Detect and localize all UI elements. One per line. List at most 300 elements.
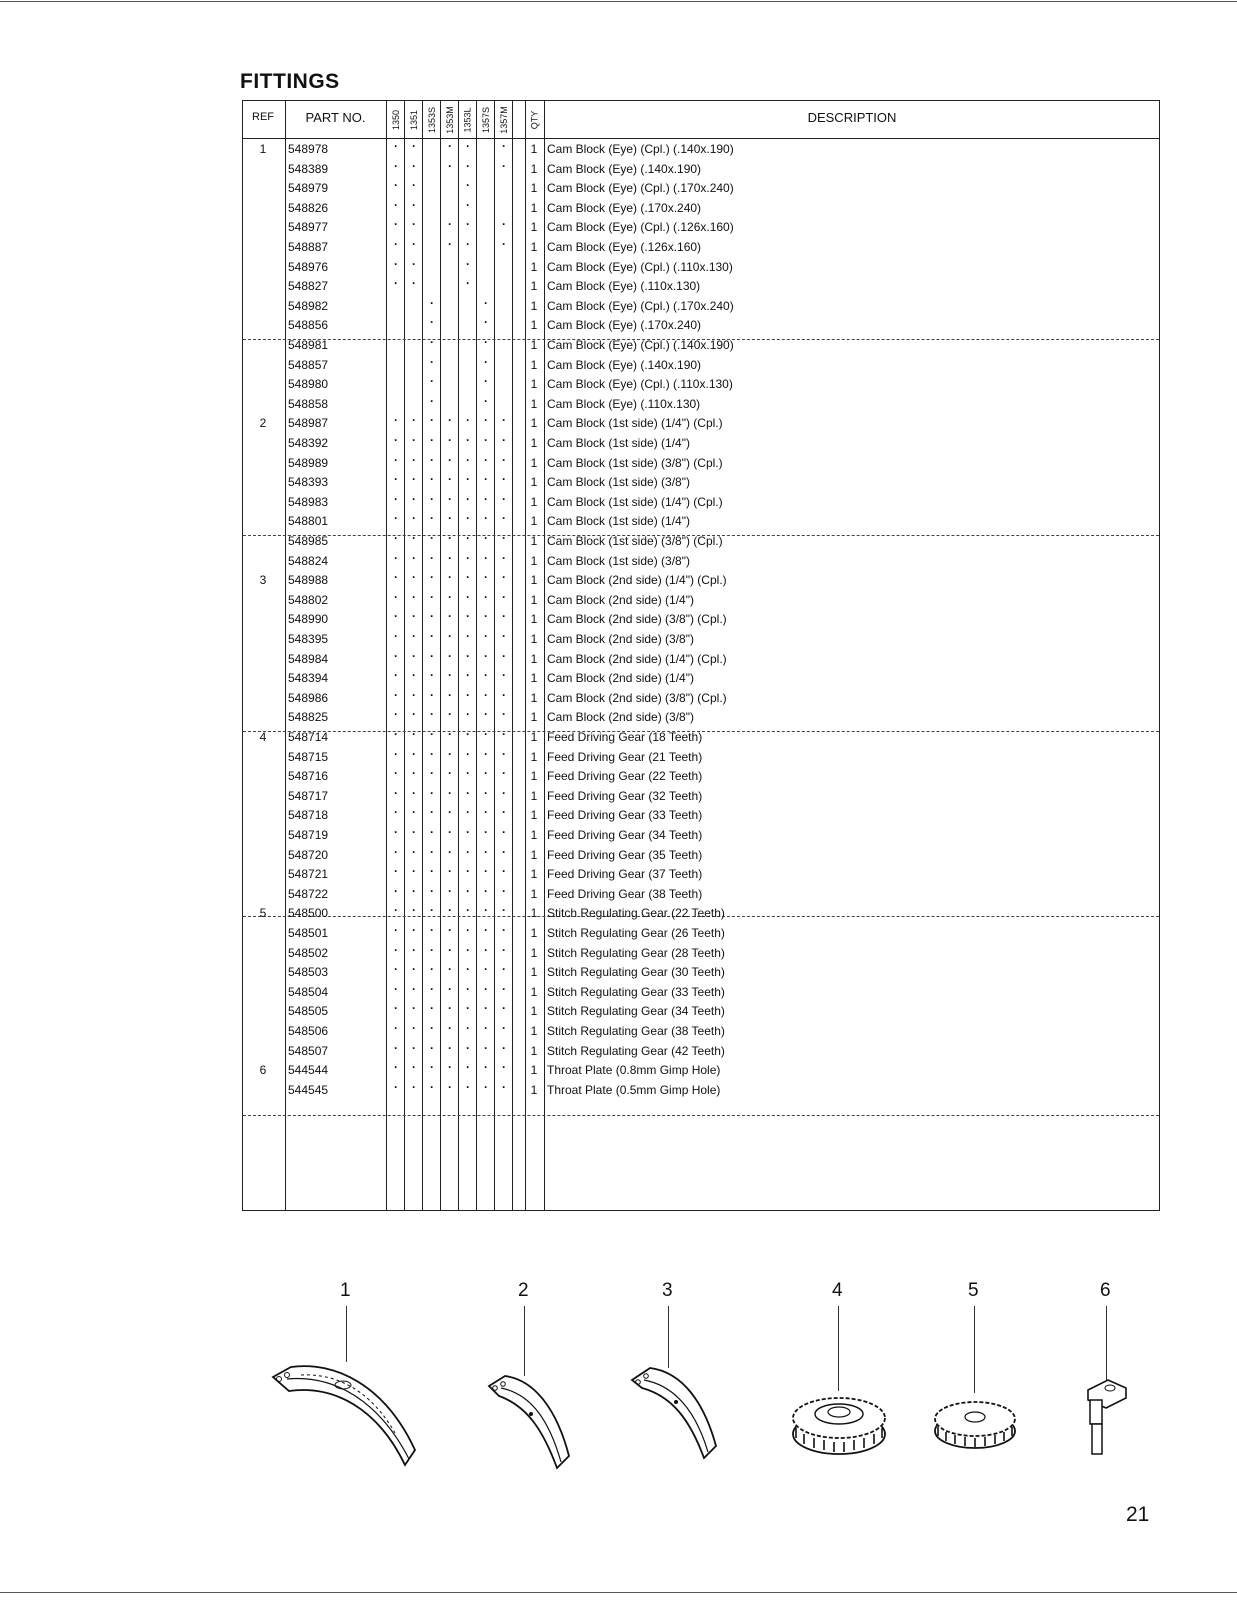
model-applicability-mark: · [394,942,398,957]
table-row [243,884,1159,903]
model-applicability-mark: · [394,256,398,271]
model-applicability-mark: · [412,981,416,996]
model-applicability-mark: · [448,413,452,428]
model-applicability-mark: · [484,1021,488,1035]
model-applicability-mark: · [466,962,470,977]
model-applicability-mark: · [394,609,398,624]
model-applicability-mark: · [448,1079,452,1094]
description-cell: Stitch Regulating Gear (42 Teeth) [547,1043,725,1058]
model-applicability-mark: · [466,570,470,585]
ref-cell: 4 [259,730,267,744]
model-applicability-mark: · [430,1040,434,1055]
description-cell: Throat Plate (0.8mm Gimp Hole) [547,1063,721,1078]
model-applicability-mark: · [466,531,470,545]
model-applicability-mark: · [448,864,452,879]
model-applicability-mark: · [430,825,434,839]
model-applicability-mark: · [484,609,488,624]
model-applicability-mark: · [412,433,416,447]
model-applicability-mark: · [394,805,398,820]
model-applicability-mark: · [394,158,398,173]
model-applicability-mark: · [502,413,506,428]
model-applicability-mark: · [412,1060,416,1075]
model-applicability-mark: · [448,766,452,781]
model-applicability-mark: · [466,511,470,526]
table-row [243,511,1159,530]
model-applicability-mark: · [394,570,398,585]
model-applicability-mark: · [448,785,452,800]
description-cell: Cam Block (Eye) (.126x.160) [547,240,702,254]
description-cell: Cam Block (Eye) (.170x.240) [547,200,702,215]
model-applicability-mark: · [484,981,488,996]
qty-cell: 1 [530,377,538,392]
qty-cell: 1 [530,828,538,842]
model-applicability-mark: · [466,197,470,212]
model-applicability-mark: · [394,844,398,859]
table-row [243,198,1159,217]
description-cell: Stitch Regulating Gear (30 Teeth) [547,965,725,980]
model-applicability-mark: · [448,1021,452,1035]
model-applicability-mark: · [484,844,488,859]
model-applicability-mark: · [502,629,506,643]
model-applicability-mark: · [484,511,488,526]
model-applicability-mark: · [430,354,434,369]
description-cell: Stitch Regulating Gear (22 Teeth) [547,906,725,921]
model-applicability-mark: · [430,727,434,741]
table-row [243,492,1159,511]
model-applicability-mark: · [484,746,488,761]
model-applicability-mark: · [484,883,488,898]
header-model-1353l: 1353L [463,107,473,133]
model-applicability-mark: · [412,962,416,977]
ref-cell: 6 [259,1063,267,1078]
description-cell: Feed Driving Gear (35 Teeth) [547,847,703,862]
model-applicability-mark: · [502,727,506,741]
part-number-cell: 548825 [288,710,329,725]
leader-line [974,1306,975,1393]
model-applicability-mark: · [412,531,416,545]
model-applicability-mark: · [502,570,506,585]
model-applicability-mark: · [412,942,416,957]
model-applicability-mark: · [484,1060,488,1075]
parts-table [242,100,1160,1211]
model-applicability-mark: · [430,923,434,937]
model-applicability-mark: · [502,433,506,447]
model-applicability-mark: · [466,472,470,487]
qty-cell: 1 [530,1043,538,1058]
part-number-cell: 544544 [288,1063,329,1078]
part-number-cell: 548714 [288,730,329,744]
description-cell: Cam Block (Eye) (Cpl.) (.110x.130) [547,377,733,392]
qty-cell: 1 [530,632,538,646]
description-cell: Cam Block (1st side) (3/8") [547,553,690,568]
model-applicability-mark: · [484,785,488,800]
description-cell: Cam Block (1st side) (3/8") [547,475,690,490]
model-applicability-mark: · [466,178,470,193]
table-row [243,923,1159,942]
model-applicability-mark: · [412,550,416,565]
model-applicability-mark: · [412,903,416,918]
qty-cell: 1 [530,475,538,490]
description-cell: Cam Block (2nd side) (1/4") (Cpl.) [547,651,727,666]
qty-cell: 1 [530,259,538,274]
model-applicability-mark: · [430,570,434,585]
table-row [243,903,1159,922]
model-applicability-mark: · [394,511,398,526]
model-applicability-mark: · [394,903,398,918]
model-applicability-mark: · [502,746,506,761]
description-cell: Cam Block (Eye) (Cpl.) (.126x.160) [547,220,734,235]
model-applicability-mark: · [448,727,452,741]
qty-cell: 1 [530,730,538,744]
part-number-cell: 548507 [288,1043,329,1058]
model-applicability-mark: · [484,491,488,506]
model-applicability-mark: · [466,217,470,232]
model-applicability-mark: · [448,923,452,937]
model-applicability-mark: · [394,981,398,996]
description-cell: Feed Driving Gear (21 Teeth) [547,749,703,764]
part-number-cell: 548984 [288,651,329,666]
model-applicability-mark: · [466,589,470,604]
model-applicability-mark: · [502,589,506,604]
qty-cell: 1 [530,1082,538,1097]
model-applicability-mark: · [448,491,452,506]
model-applicability-mark: · [430,491,434,506]
model-applicability-mark: · [448,531,452,545]
qty-cell: 1 [530,534,538,548]
part-number-cell: 548502 [288,945,329,960]
model-applicability-mark: · [484,668,488,683]
table-row [243,217,1159,236]
model-applicability-mark: · [412,256,416,271]
model-applicability-mark: · [502,785,506,800]
part-number-cell: 548715 [288,749,329,764]
model-applicability-mark: · [466,981,470,996]
qty-cell: 1 [530,808,538,823]
model-applicability-mark: · [502,1079,506,1094]
model-applicability-mark: · [394,1079,398,1094]
model-applicability-mark: · [412,648,416,663]
qty-cell: 1 [530,1063,538,1078]
page-title: FITTINGS [240,70,340,93]
model-applicability-mark: · [448,1040,452,1055]
table-row [243,1041,1159,1060]
model-applicability-mark: · [430,1021,434,1035]
model-applicability-mark: · [412,589,416,604]
description-cell: Cam Block (Eye) (.110x.130) [547,396,701,411]
part-number-cell: 548990 [288,612,329,627]
model-applicability-mark: · [466,923,470,937]
table-row [243,962,1159,981]
model-applicability-mark: · [412,609,416,624]
part-number-cell: 548501 [288,926,329,940]
qty-cell: 1 [530,553,538,568]
model-applicability-mark: · [412,158,416,173]
model-applicability-mark: · [466,433,470,447]
part-number-cell: 548856 [288,318,329,333]
model-applicability-mark: · [394,962,398,977]
part-number-cell: 548505 [288,1004,329,1019]
model-applicability-mark: · [412,864,416,879]
top-rule [0,1,1237,2]
qty-cell: 1 [530,357,538,372]
model-applicability-mark: · [484,1079,488,1094]
model-applicability-mark: · [394,413,398,428]
model-applicability-mark: · [448,668,452,683]
model-applicability-mark: · [412,766,416,781]
cam-block-2nd-side-icon [628,1362,728,1467]
table-row [243,943,1159,962]
model-applicability-mark: · [412,1040,416,1055]
model-applicability-mark: · [394,746,398,761]
part-number-cell: 548858 [288,396,329,411]
description-cell: Cam Block (2nd side) (3/8") [547,632,694,646]
leader-line [838,1306,839,1391]
cam-block-eye-icon [265,1355,435,1470]
model-applicability-mark: · [466,727,470,741]
model-applicability-mark: · [448,452,452,467]
model-applicability-mark: · [412,707,416,722]
part-number-cell: 548717 [288,788,329,803]
part-number-cell: 548978 [288,142,329,156]
header-description: DESCRIPTION [807,110,897,125]
description-cell: Cam Block (2nd side) (3/8") [547,710,694,725]
model-applicability-mark: · [412,629,416,643]
description-cell: Cam Block (2nd side) (3/8") (Cpl.) [547,690,727,705]
table-row [243,1080,1159,1099]
model-applicability-mark: · [448,805,452,820]
model-applicability-mark: · [394,629,398,643]
model-applicability-mark: · [484,433,488,447]
model-applicability-mark: · [484,766,488,781]
model-applicability-mark: · [502,550,506,565]
model-applicability-mark: · [394,276,398,291]
model-applicability-mark: · [412,511,416,526]
table-row [243,139,1159,158]
part-number-cell: 548988 [288,573,329,588]
qty-cell: 1 [530,240,538,254]
model-applicability-mark: · [484,315,488,330]
table-row [243,727,1159,746]
part-number-cell: 548977 [288,220,329,235]
ref-cell: 2 [259,416,267,431]
model-applicability-mark: · [430,550,434,565]
table-row [243,609,1159,628]
part-number-cell: 548500 [288,906,329,921]
model-applicability-mark: · [448,511,452,526]
model-applicability-mark: · [484,962,488,977]
model-applicability-mark: · [448,1060,452,1075]
model-applicability-mark: · [484,393,488,408]
description-cell: Cam Block (Eye) (.110x.130) [547,279,701,294]
model-applicability-mark: · [484,550,488,565]
model-applicability-mark: · [430,315,434,330]
model-applicability-mark: · [466,883,470,898]
table-row [243,472,1159,491]
model-applicability-mark: · [466,903,470,918]
model-applicability-mark: · [394,727,398,741]
model-applicability-mark: · [502,707,506,722]
table-row [243,355,1159,374]
model-applicability-mark: · [466,785,470,800]
description-cell: Stitch Regulating Gear (28 Teeth) [547,945,725,960]
header-part-no: PART NO. [305,110,366,125]
model-applicability-mark: · [466,276,470,291]
part-number-cell: 548719 [288,828,329,842]
model-applicability-mark: · [394,1001,398,1016]
part-number-cell: 548716 [288,769,329,784]
model-applicability-mark: · [466,1040,470,1055]
description-cell: Cam Block (Eye) (Cpl.) (.170x.240) [547,298,734,313]
model-applicability-mark: · [448,746,452,761]
model-applicability-mark: · [394,491,398,506]
model-applicability-mark: · [430,393,434,408]
model-applicability-mark: · [412,217,416,232]
qty-cell: 1 [530,847,538,862]
model-applicability-mark: · [394,923,398,937]
illustration-label-3: 3 [662,1280,673,1301]
model-applicability-mark: · [412,1079,416,1094]
model-applicability-mark: · [448,687,452,702]
model-applicability-mark: · [466,629,470,643]
table-row [243,590,1159,609]
qty-cell: 1 [530,573,538,588]
model-applicability-mark: · [430,687,434,702]
description-cell: Feed Driving Gear (37 Teeth) [547,867,703,882]
qty-cell: 1 [530,494,538,509]
model-applicability-mark: · [394,197,398,212]
table-row [243,1001,1159,1020]
model-applicability-mark: · [502,766,506,781]
qty-cell: 1 [530,945,538,960]
model-applicability-mark: · [430,472,434,487]
model-applicability-mark: · [448,962,452,977]
qty-cell: 1 [530,436,538,450]
model-applicability-mark: · [394,1021,398,1035]
leader-line [346,1306,347,1362]
header-qty: QTY [529,110,540,130]
model-applicability-mark: · [484,570,488,585]
model-applicability-mark: · [430,295,434,310]
qty-cell: 1 [530,220,538,235]
model-applicability-mark: · [394,139,398,153]
illustration-label-4: 4 [832,1280,843,1301]
part-number-cell: 548824 [288,553,329,568]
table-row [243,864,1159,883]
model-applicability-mark: · [502,217,506,232]
model-applicability-mark: · [412,805,416,820]
qty-cell: 1 [530,200,538,215]
model-applicability-mark: · [484,452,488,467]
model-applicability-mark: · [430,413,434,428]
qty-cell: 1 [530,769,538,784]
qty-cell: 1 [530,514,538,529]
leader-line [1106,1306,1107,1382]
qty-cell: 1 [530,1004,538,1019]
illustration-label-1: 1 [340,1280,351,1301]
qty-cell: 1 [530,906,538,921]
model-applicability-mark: · [484,472,488,487]
model-applicability-mark: · [466,256,470,271]
model-applicability-mark: · [484,1001,488,1016]
model-applicability-mark: · [502,491,506,506]
description-cell: Stitch Regulating Gear (34 Teeth) [547,1004,725,1019]
qty-cell: 1 [530,181,538,196]
model-applicability-mark: · [466,158,470,173]
model-applicability-mark: · [466,1001,470,1016]
qty-cell: 1 [530,788,538,803]
model-applicability-mark: · [502,237,506,251]
model-applicability-mark: · [394,433,398,447]
qty-cell: 1 [530,965,538,980]
part-number-cell: 548504 [288,984,329,999]
model-applicability-mark: · [466,766,470,781]
model-applicability-mark: · [394,531,398,545]
model-applicability-mark: · [394,687,398,702]
description-cell: Throat Plate (0.5mm Gimp Hole) [547,1082,721,1097]
table-row [243,531,1159,550]
table-row [243,394,1159,413]
part-number-cell: 548976 [288,259,329,274]
model-applicability-mark: · [502,511,506,526]
model-applicability-mark: · [394,237,398,251]
leader-line [668,1306,669,1368]
qty-cell: 1 [530,690,538,705]
model-applicability-mark: · [448,570,452,585]
model-applicability-mark: · [394,864,398,879]
model-applicability-mark: · [430,903,434,918]
model-applicability-mark: · [430,648,434,663]
model-applicability-mark: · [430,668,434,683]
qty-cell: 1 [530,886,538,901]
header-model-1357s: 1357S [481,106,491,134]
model-applicability-mark: · [502,1021,506,1035]
model-applicability-mark: · [484,295,488,310]
table-row [243,668,1159,687]
model-applicability-mark: · [394,766,398,781]
model-applicability-mark: · [412,727,416,741]
table-row [243,374,1159,393]
description-cell: Cam Block (1st side) (1/4") [547,436,690,450]
qty-cell: 1 [530,338,538,352]
part-number-cell: 548801 [288,514,329,529]
illustration-label-6: 6 [1100,1280,1111,1301]
model-applicability-mark: · [484,805,488,820]
qty-cell: 1 [530,161,538,176]
illustration-label-2: 2 [518,1280,529,1301]
table-row [243,237,1159,256]
model-applicability-mark: · [466,1060,470,1075]
model-applicability-mark: · [484,825,488,839]
qty-cell: 1 [530,710,538,725]
feed-driving-gear-icon [788,1388,890,1460]
model-applicability-mark: · [484,374,488,389]
qty-cell: 1 [530,926,538,940]
model-applicability-mark: · [412,923,416,937]
description-cell: Cam Block (1st side) (3/8") (Cpl.) [547,534,723,548]
description-cell: Cam Block (Eye) (Cpl.) (.110x.130) [547,259,733,274]
table-row [243,433,1159,452]
table-row [243,178,1159,197]
description-cell: Cam Block (2nd side) (1/4") (Cpl.) [547,573,727,588]
table-row [243,551,1159,570]
page-number: 21 [1126,1503,1150,1526]
model-applicability-mark: · [484,531,488,545]
model-applicability-mark: · [412,178,416,193]
model-applicability-mark: · [502,903,506,918]
table-row [243,766,1159,785]
table-row [243,570,1159,589]
description-cell: Cam Block (Eye) (Cpl.) (.140x.190) [547,338,734,352]
